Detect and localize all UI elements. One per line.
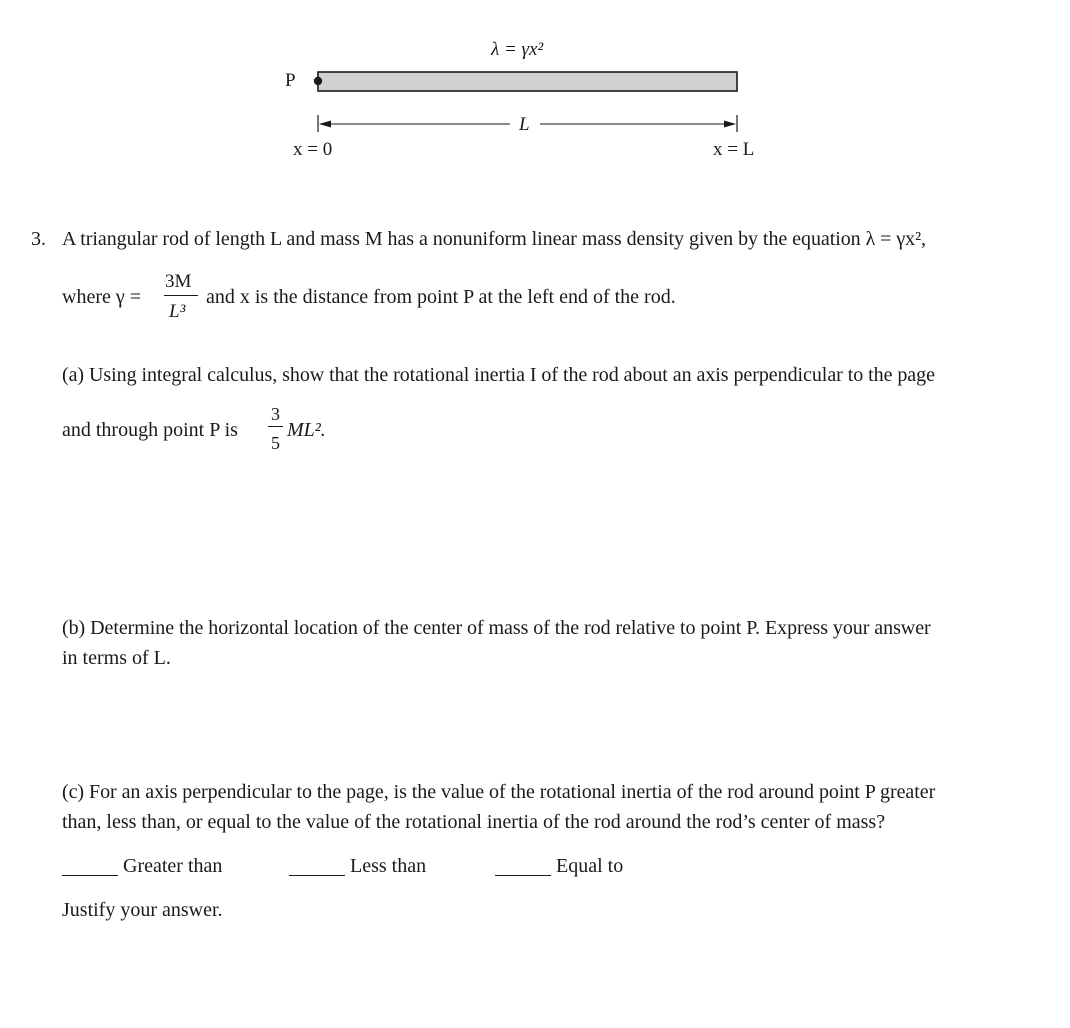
- problem-intro-line1: A triangular rod of length L and mass M has a nonuniform linear mass density given by the equation λ = γx²,: [62, 228, 926, 250]
- x-zero-label: x = 0: [293, 139, 333, 160]
- choice-greater-than: Greater than: [123, 855, 223, 877]
- part-b-line2: in terms of L.: [62, 647, 171, 669]
- part-a-fraction-numerator: 3: [271, 404, 280, 424]
- part-c-line2: than, less than, or equal to the value of the rotational inertia of the rod around the rod’s center of mass?: [62, 811, 886, 833]
- where-gamma-text: where γ =: [62, 286, 141, 308]
- rod: [318, 72, 737, 91]
- rod-diagram: [0, 0, 1070, 200]
- point-p-label: P: [285, 70, 296, 91]
- length-label: L: [519, 114, 530, 135]
- part-b-line1: (b) Determine the horizontal location of the center of mass of the rod relative to point P. Express your answer: [62, 617, 931, 639]
- blank-equal-to[interactable]: [495, 875, 551, 876]
- density-label: λ = γx²: [491, 39, 544, 60]
- part-a-line2-prefix: and through point P is: [62, 419, 238, 441]
- choice-less-than: Less than: [350, 855, 427, 877]
- gamma-numerator: 3M: [165, 271, 192, 292]
- part-a-line1: (a) Using integral calculus, show that the rotational inertia I of the rod about an axis perpendicular to the page: [62, 364, 935, 386]
- gamma-denominator: L³: [169, 301, 186, 322]
- x-l-label: x = L: [713, 139, 755, 160]
- part-a-fraction-denominator: 5: [271, 433, 280, 453]
- problem-number: 3.: [31, 228, 46, 250]
- part-a-ml-squared: ML².: [287, 419, 326, 441]
- blank-greater-than[interactable]: [62, 875, 118, 876]
- problem-intro-line2: and x is the distance from point P at the left end of the rod.: [206, 286, 676, 308]
- blank-less-than[interactable]: [289, 875, 345, 876]
- right-arrowhead: [724, 121, 736, 128]
- left-arrowhead: [319, 121, 331, 128]
- point-p-marker: [314, 77, 322, 85]
- choice-equal-to: Equal to: [556, 855, 624, 877]
- gamma-fraction-bar: [164, 295, 198, 296]
- part-a-fraction-bar: [268, 426, 283, 427]
- justify-answer: Justify your answer.: [62, 899, 223, 921]
- part-c-line1: (c) For an axis perpendicular to the page, is the value of the rotational inertia of the rod around point P greater: [62, 781, 936, 803]
